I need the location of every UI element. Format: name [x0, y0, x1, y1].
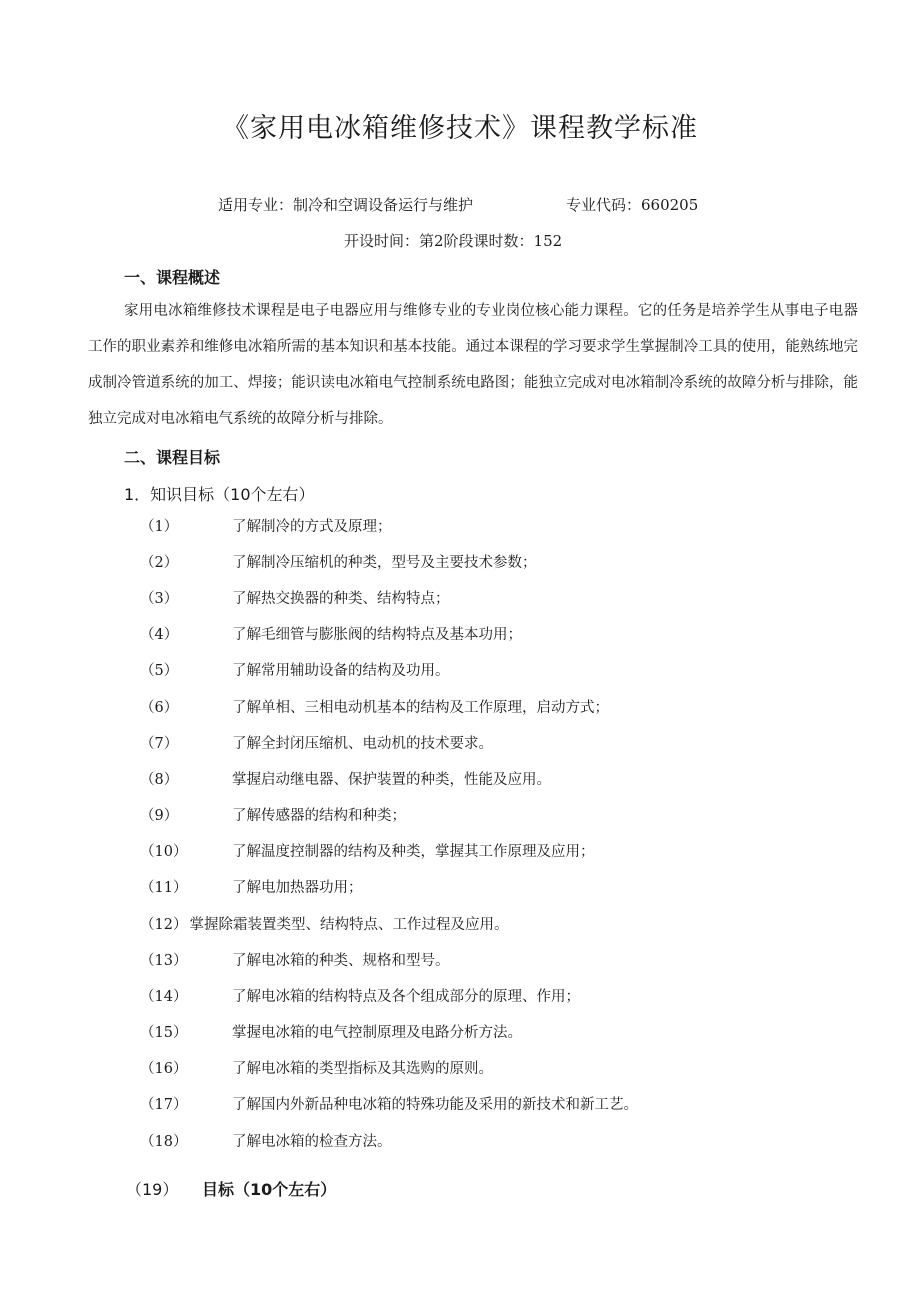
- item-text: 了解热交换器的种类、结构特点；: [232, 591, 450, 607]
- item-text: 了解全封闭压缩机、电动机的技术要求。: [232, 736, 493, 752]
- item-text: 了解单相、三相电动机基本的结构及工作原理，启动方式；: [232, 700, 609, 716]
- list-item: [140, 697, 609, 719]
- item-text: 了解国内外新品种电冰箱的特殊功能及采用的新技术和新工艺。: [232, 1097, 638, 1113]
- list-item: [140, 877, 363, 899]
- item-text: 了解传感器的结构和种类；: [232, 808, 406, 824]
- item-text: 了解电冰箱的种类、规格和型号。: [232, 953, 450, 969]
- item-number: （9）: [140, 808, 179, 824]
- item-number: （2）: [140, 555, 179, 571]
- goal-19-heading: [126, 1177, 336, 1200]
- list-item: [140, 1022, 522, 1044]
- item-number: （18）: [140, 1134, 188, 1150]
- item-number: （3）: [140, 591, 179, 607]
- item-number: （14）: [140, 989, 188, 1005]
- item-number: （7）: [140, 736, 179, 752]
- applicable-major: 适用专业：制冷和空调设备运行与维护: [218, 196, 474, 214]
- item-number: （12）: [140, 917, 188, 933]
- item-number: （1）: [140, 519, 179, 535]
- item-number: （4）: [140, 627, 179, 643]
- item-text: 了解电冰箱的类型指标及其选购的原则。: [232, 1061, 493, 1077]
- item-text: 掌握电冰箱的电气控制原理及电路分析方法。: [232, 1025, 522, 1041]
- list-item: [140, 950, 450, 972]
- item-number: （11）: [140, 880, 188, 896]
- item-number: （17）: [140, 1097, 188, 1113]
- major-code: 专业代码：660205: [566, 196, 699, 214]
- list-item: [140, 1058, 493, 1080]
- item-text: 了解制冷压缩机的种类，型号及主要技术参数；: [232, 555, 537, 571]
- list-item: [140, 516, 392, 538]
- list-item: [140, 733, 493, 755]
- item-text: 了解毛细管与膨胀阀的结构特点及基本功用；: [232, 627, 522, 643]
- item-text: 了解温度控制器的结构及种类，掌握其工作原理及应用；: [232, 844, 595, 860]
- list-item: [140, 588, 450, 610]
- document-title: 《家用电冰箱维修技术》课程教学标准: [222, 113, 698, 144]
- list-item: [140, 805, 406, 827]
- list-item: [140, 986, 580, 1008]
- item-number: （5）: [140, 663, 179, 679]
- item-number: （8）: [140, 772, 179, 788]
- course-overview-paragraph: 家用电冰箱维修技术课程是电子电器应用与维修专业的专业岗位核心能力课程。它的任务是培养学生从事电子电器工作的职业素养和维修电冰箱所需的基本知识和基本技能。通过本课程的学习要求学生掌握制冷工具的使用，能熟练地完成制冷管道系统的加工、焊接；能识读电冰箱电气控制系统电路图；能独立完成对电冰箱制冷系统的故障分析与排除，能独立完成对电冰箱电气系统的故障分析与排除。: [88, 303, 858, 427]
- item-number: （16）: [140, 1061, 188, 1077]
- item-number: （15）: [140, 1025, 188, 1041]
- item-text: 了解制冷的方式及原理；: [232, 519, 392, 535]
- knowledge-goals-subheading: 1．知识目标（10个左右）: [124, 485, 315, 504]
- item-text: 掌握除霜装置类型、结构特点、工作过程及应用。: [189, 917, 509, 933]
- list-item: [140, 1131, 392, 1153]
- list-item: [140, 769, 551, 791]
- item-number: （6）: [140, 700, 179, 716]
- goal-19-number: （19）: [126, 1180, 179, 1199]
- list-item: [140, 660, 450, 682]
- section-1-heading: 一、课程概述: [124, 268, 221, 287]
- list-item: [140, 552, 537, 574]
- item-number: （10）: [140, 844, 188, 860]
- item-text: 掌握启动继电器、保护装置的种类，性能及应用。: [232, 772, 551, 788]
- item-text: 了解电加热器功用；: [232, 880, 363, 896]
- item-text: 了解常用辅助设备的结构及功用。: [232, 663, 450, 679]
- list-item: [140, 841, 595, 863]
- section-2-heading: 二、课程目标: [124, 448, 221, 467]
- item-text: 了解电冰箱的检查方法。: [232, 1134, 392, 1150]
- list-item: [140, 914, 508, 936]
- goal-19-text: 目标（10个左右）: [202, 1180, 337, 1199]
- item-text: 了解电冰箱的结构特点及各个组成部分的原理、作用；: [232, 989, 580, 1005]
- item-number: （13）: [140, 953, 188, 969]
- list-item: [140, 624, 522, 646]
- schedule-hours: 开设时间：第2阶段课时数：152: [344, 232, 563, 250]
- list-item: [140, 1094, 638, 1116]
